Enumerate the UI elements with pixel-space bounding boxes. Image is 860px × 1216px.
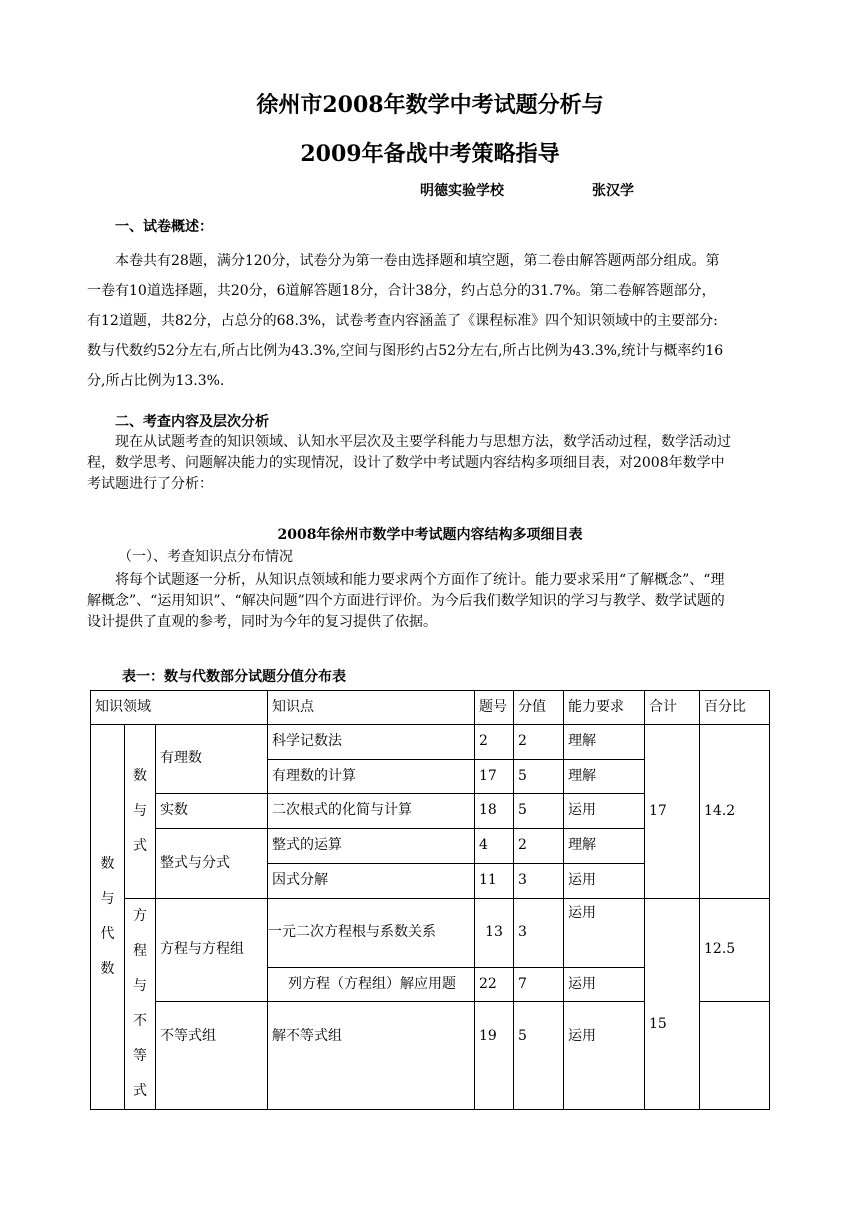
number-cell: 2 bbox=[475, 725, 514, 760]
score-cell: 5 bbox=[514, 794, 564, 829]
header-number: 题号 bbox=[475, 691, 514, 725]
section1-line: 本卷共有28题，满分120分，试卷分为第一卷由选择题和填空题，第二卷由解答题两部分组成。第 bbox=[115, 253, 720, 269]
score-cell: 5 bbox=[514, 1002, 564, 1110]
point-cell: 因式分解 bbox=[268, 864, 475, 899]
point-cell: 整式的运算 bbox=[268, 829, 475, 864]
header-point: 知识点 bbox=[268, 691, 475, 725]
point-cell: 列方程（方程组）解应用题 bbox=[268, 967, 475, 1001]
percent1-cell: 14.2 bbox=[700, 725, 770, 899]
percent2-cell: 12.5 bbox=[700, 899, 770, 1002]
author-name: 张汉学 bbox=[592, 183, 634, 199]
percent-empty-cell bbox=[700, 1002, 770, 1110]
domain-main: 数与代数 bbox=[100, 856, 115, 977]
point-cell: 有理数的计算 bbox=[268, 760, 475, 794]
ability-cell: 理解 bbox=[564, 725, 645, 760]
header-domain: 知识领域 bbox=[91, 691, 268, 725]
category-cell: 有理数 bbox=[156, 725, 268, 794]
section1-body bbox=[87, 246, 777, 396]
score-cell: 2 bbox=[514, 725, 564, 760]
section2-line: 现在从试题考查的知识领域、认知水平层次及主要学科能力与思想方法，数学活动过程，数学活动过 bbox=[115, 434, 731, 450]
section2-body bbox=[87, 432, 777, 495]
number-cell: 19 bbox=[475, 1002, 514, 1110]
section2-heading: 二、考查内容及层次分析 bbox=[115, 414, 269, 430]
number-cell: 4 bbox=[475, 829, 514, 864]
score-cell: 2 bbox=[514, 829, 564, 864]
ability-cell: 运用 bbox=[564, 899, 645, 968]
ability-cell: 运用 bbox=[564, 1002, 645, 1110]
table1-caption: 表一：数与代数部分试题分值分布表 bbox=[122, 669, 346, 685]
score-cell: 5 bbox=[514, 760, 564, 794]
category-cell: 整式与分式 bbox=[156, 829, 268, 899]
section1-line: 一卷有10道选择题，共20分，6道解答题18分，合计38分，约占总分的31.7%。第二卷解答题部分， bbox=[87, 283, 716, 299]
header-score: 分值 bbox=[514, 691, 564, 725]
number-cell: 18 bbox=[475, 794, 514, 829]
section1-line: 数与代数约52分左右,所占比例为43.3%,空间与图形约占52分左右,所占比例为43.3%,统计与概率约16 bbox=[87, 343, 724, 359]
table-row bbox=[91, 725, 770, 760]
group1-cell bbox=[125, 725, 156, 899]
ability-cell: 运用 bbox=[564, 794, 645, 829]
ability-cell: 理解 bbox=[564, 829, 645, 864]
total1-cell: 17 bbox=[645, 725, 700, 899]
section1-heading: 一、试卷概述： bbox=[115, 219, 213, 235]
score-cell: 3 bbox=[514, 864, 564, 899]
doc-title-line1: 徐州市2008年数学中考试题分析与 bbox=[256, 92, 604, 118]
table-title: 2008年徐州市数学中考试题内容结构多项细目表 bbox=[277, 527, 583, 543]
ability-cell: 运用 bbox=[564, 967, 645, 1001]
section1-line: 分,所占比例为13.3%. bbox=[87, 373, 225, 389]
domain-main-cell bbox=[91, 725, 125, 1110]
category-cell: 不等式组 bbox=[156, 1002, 268, 1110]
number-cell: 11 bbox=[475, 864, 514, 899]
subsection-heading: （一）、考查知识点分布情况 bbox=[118, 549, 293, 565]
point-cell: 解不等式组 bbox=[268, 1002, 475, 1110]
category-cell: 实数 bbox=[156, 794, 268, 829]
subsection-line: 将每个试题逐一分析，从知识点领域和能力要求两个方面作了统计。能力要求采用“了解概念”、“理 bbox=[115, 572, 725, 588]
section2-line: 程，数学思考、问题解决能力的实现情况，设计了数学中考试题内容结构多项细目表，对2008年数学中 bbox=[87, 455, 725, 471]
section1-line: 有12道题，共82分，占总分的68.3%，试卷考查内容涵盖了《课程标准》四个知识领域中的主要部分: bbox=[87, 313, 718, 329]
score-table bbox=[90, 690, 770, 1110]
number-cell: 17 bbox=[475, 760, 514, 794]
doc-title-line2: 2009年备战中考策略指导 bbox=[300, 141, 560, 167]
subsection-line: 解概念”、“运用知识”、“解决问题”四个方面进行评价。为今后我们数学知识的学习与教学、数学试题的 bbox=[87, 593, 725, 609]
score-cell: 3 bbox=[514, 899, 564, 968]
ability-cell: 理解 bbox=[564, 760, 645, 794]
category-cell: 方程与方程组 bbox=[156, 899, 268, 1002]
subsection-line: 设计提供了直观的参考，同时为今年的复习提供了依据。 bbox=[87, 614, 437, 630]
header-total: 合计 bbox=[645, 691, 700, 725]
table-header-row bbox=[91, 691, 770, 725]
subsection-body bbox=[87, 570, 777, 633]
point-cell: 一元二次方程根与系数关系 bbox=[268, 899, 475, 968]
group2: 方程与不等式 bbox=[133, 908, 147, 1099]
header-percent: 百分比 bbox=[700, 691, 770, 725]
point-cell: 科学记数法 bbox=[268, 725, 475, 760]
header-ability: 能力要求 bbox=[564, 691, 645, 725]
score-cell: 7 bbox=[514, 967, 564, 1001]
group1: 数与式 bbox=[133, 768, 147, 854]
group2-cell bbox=[125, 899, 156, 1110]
number-cell: 13 bbox=[475, 899, 514, 968]
section2-line: 考试题进行了分析： bbox=[87, 476, 213, 492]
table-row bbox=[91, 899, 770, 968]
author-school: 明德实验学校 bbox=[420, 183, 504, 199]
total2-cell: 15 bbox=[645, 899, 700, 1110]
number-cell: 22 bbox=[475, 967, 514, 1001]
point-cell: 二次根式的化简与计算 bbox=[268, 794, 475, 829]
ability-cell: 运用 bbox=[564, 864, 645, 899]
